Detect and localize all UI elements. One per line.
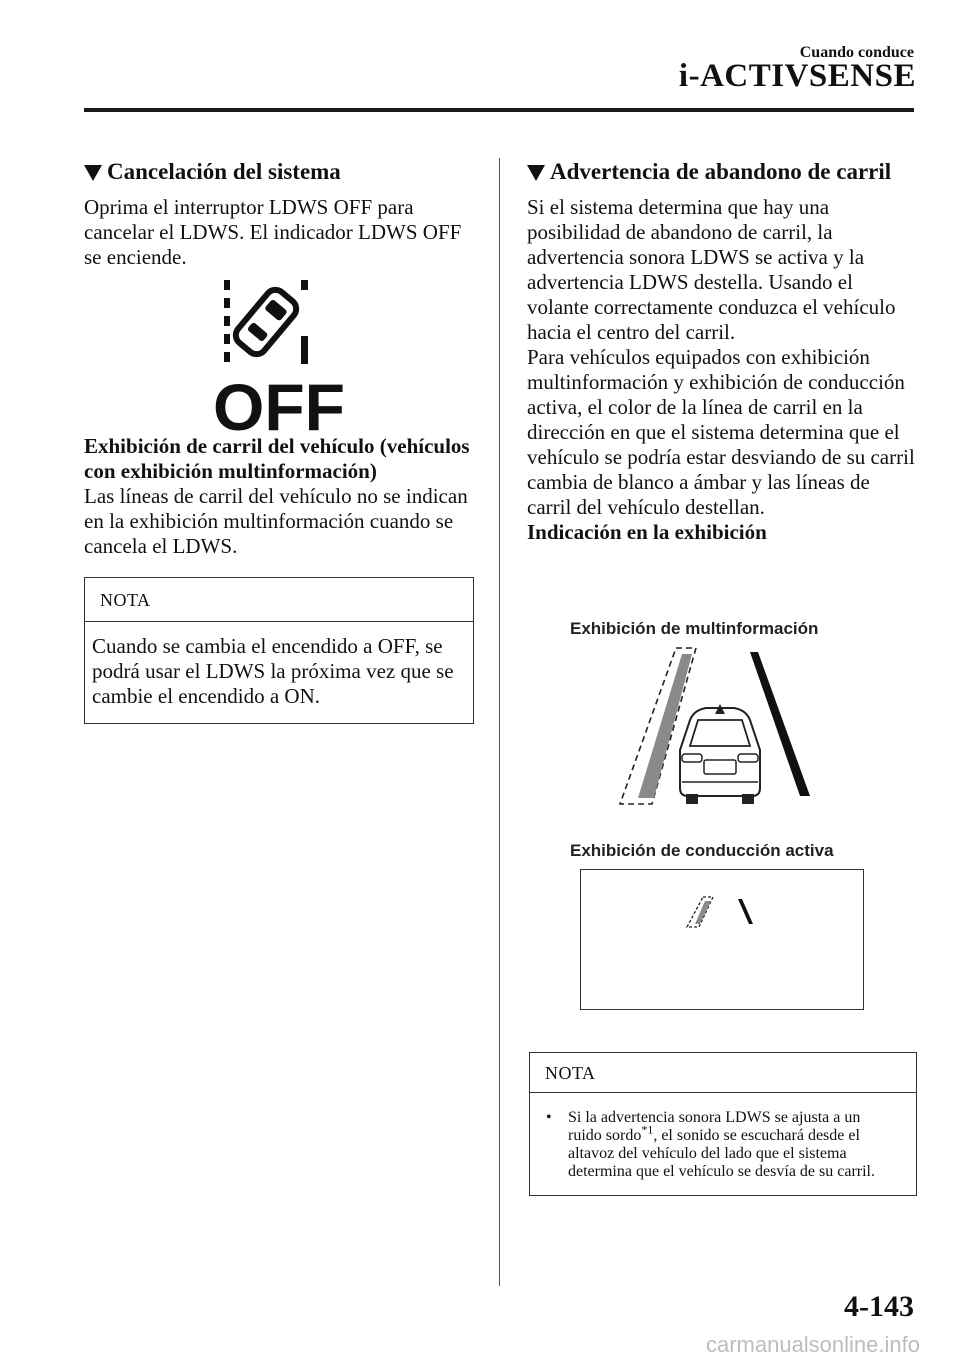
ldws-off-indicator-icon — [84, 276, 474, 434]
multi-information-display-diagram — [596, 646, 848, 808]
lane-departure-paragraph-2: Para vehículos equipados con exhibición multinformación y exhibición de conducción activa, el color de la línea de carril en la dirección en que el sistema determina que el vehículo se podría estar desviando de su carril cambia de blanco a ámbar y las líneas de carril del vehículo destellan. — [527, 345, 915, 519]
triangle-bullet-icon — [527, 165, 545, 181]
display-indication-subheading: Indicación en la exhibición — [527, 520, 767, 544]
section-heading-text: Advertencia de abandono de carril — [550, 159, 892, 184]
page-number: 4-143 — [844, 1290, 914, 1323]
lane-display-body: Las líneas de carril del vehículo no se indican en la exhibición multinformación cuando se cancela el LDWS. — [84, 484, 468, 558]
car-rear-icon — [680, 704, 760, 804]
lane-display-subheading: Exhibición de carril del vehículo (vehículos con exhibición multinformación) — [84, 434, 470, 483]
section-heading-text: Cancelación del sistema — [107, 159, 341, 184]
header-section-label: Cuando conduce — [799, 44, 914, 61]
adb-label: Exhibición de conducción activa — [570, 841, 834, 860]
mfd-label: Exhibición de multinformación — [570, 619, 819, 638]
right-column — [527, 155, 919, 545]
note-body — [530, 1093, 916, 1195]
note-bullet-item — [546, 1109, 898, 1181]
note-title: NOTA — [85, 578, 473, 622]
ldws-off-icon-label: OFF — [213, 370, 345, 434]
note-text: Cuando se cambia el encendido a OFF, se podrá usar el LDWS la próxima vez que se cambie el encendido a ON. — [92, 634, 454, 708]
section-heading-cancel — [84, 155, 474, 189]
footnote-marker: *1 — [641, 1122, 654, 1137]
lane-departure-paragraph-1: Si el sistema determina que hay una posibilidad de abandono de carril, la advertencia sonora LDWS se activa y la advertencia LDWS destella. Usando el volante correctamente conduzca el vehículo hacia el centro del carril. — [527, 195, 896, 344]
bullet-dot: • — [546, 1109, 552, 1126]
triangle-bullet-icon — [84, 165, 102, 181]
header-rule — [84, 108, 914, 112]
note-bullet-text: Si la advertencia sonora LDWS se ajusta a un ruido sordo$^{*1}$, el sonido se escuchará desde el altavoz del vehículo del lado que el sistema determina que el vehículo se desvía de su carril. — [568, 1109, 875, 1180]
watermark: carmanualsonline.info — [705, 1332, 920, 1357]
left-column — [84, 155, 474, 724]
cancel-intro-text: Oprima el interruptor LDWS OFF para cancelar el LDWS. El indicador LDWS OFF se enciende. — [84, 195, 462, 269]
note-box-left — [84, 577, 474, 724]
header-title: i-ACTIVSENSE — [678, 58, 916, 94]
active-driving-display-diagram — [580, 869, 864, 1010]
note-title: NOTA — [530, 1053, 916, 1093]
column-divider — [499, 158, 500, 1286]
section-heading-lane-departure — [527, 155, 919, 189]
note-box-right — [529, 1052, 917, 1196]
